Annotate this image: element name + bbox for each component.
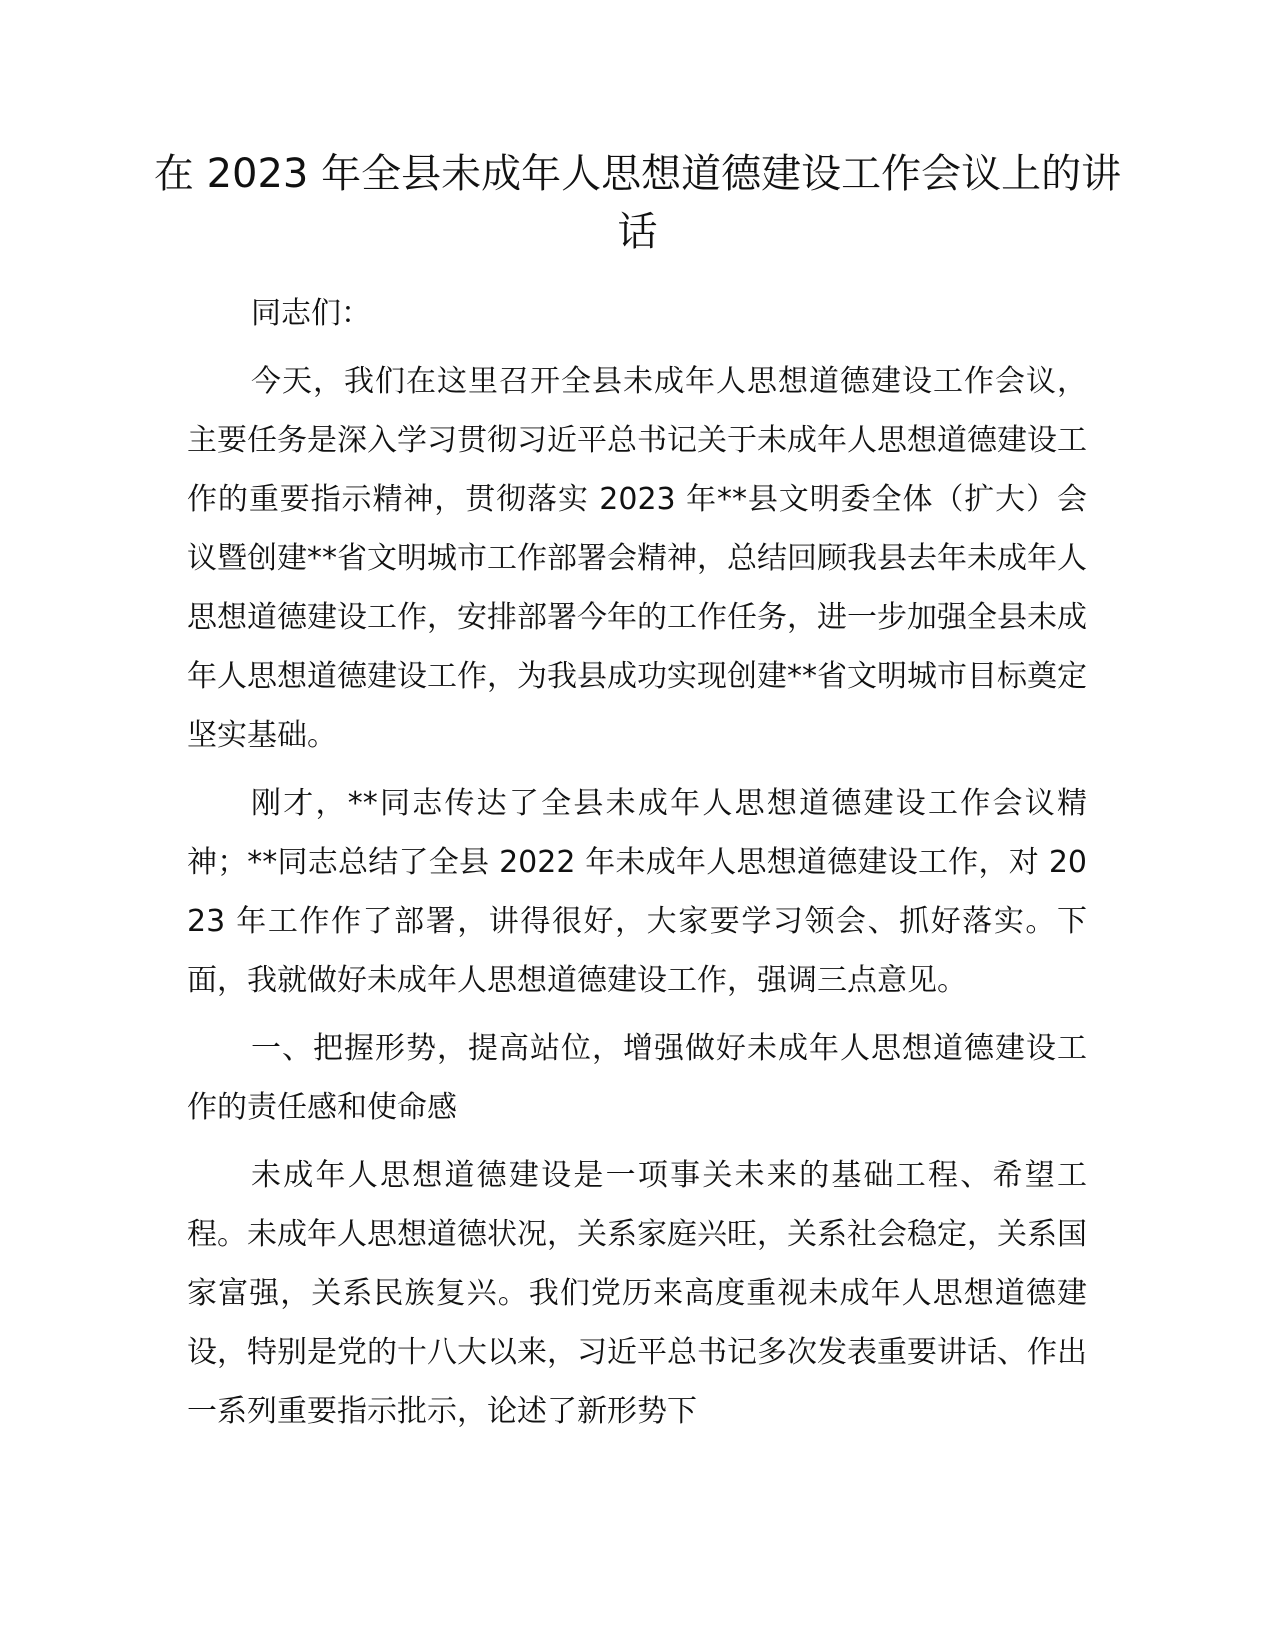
body-paragraph: 未成年人思想道德建设是一项事关未来的基础工程、希望工程。未成年人思想道德状况，关系家庭兴旺，关系社会稳定，关系国家富强，关系民族复兴。我们党历来高度重视未成年人思想道德建设，特别是党的十八大以来，习近平总书记多次发表重要讲话、作出一系列重要指示批示，论述了新形势下	[187, 1158, 1087, 1429]
body-paragraph: 刚才，**同志传达了全县未成年人思想道德建设工作会议精神；**同志总结了全县 2022 年未成年人思想道德建设工作，对 2023 年工作作了部署，讲得很好，大家要学习领会、抓好落实。下面，我就做好未成年人思想道德建设工作，强调三点意见。	[187, 786, 1087, 998]
salutation-paragraph: 同志们：	[251, 296, 371, 331]
body-paragraph: 今天，我们在这里召开全县未成年人思想道德建设工作会议，主要任务是深入学习贯彻习近平总书记关于未成年人思想道德建设工作的重要指示精神，贯彻落实 2023 年**县文明委全体（扩大）会议暨创建**省文明城市工作部署会精神，总结回顾我县去年未成年人思想道德建设工作，安排部署今年的工作任务，进一步加强全县未成年人思想道德建设工作，为我县成功实现创建**省文明城市目标奠定坚实基础。	[187, 364, 1087, 753]
document-body	[187, 284, 1087, 1450]
document-title: 在 2023 年全县未成年人思想道德建设工作会议上的讲话	[153, 151, 1122, 255]
section-heading: 一、把握形势，提高站位，增强做好未成年人思想道德建设工作的责任感和使命感	[187, 1031, 1087, 1125]
